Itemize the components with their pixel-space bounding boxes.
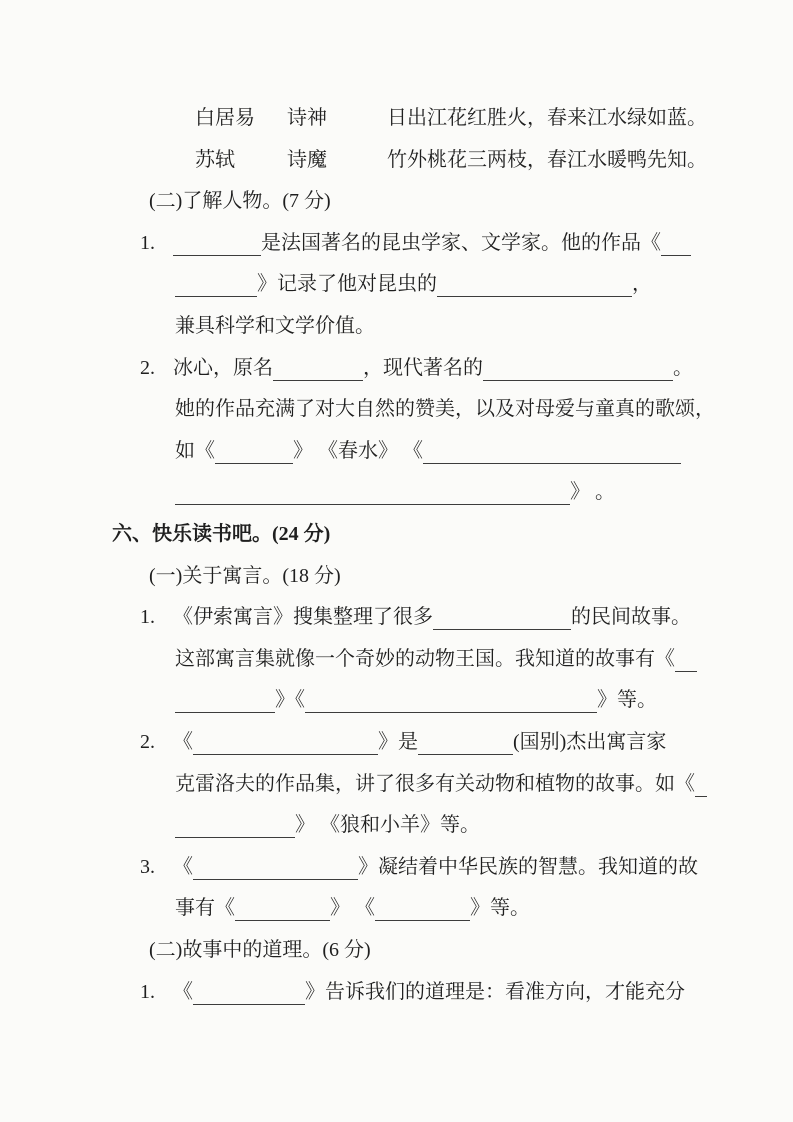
blank-field — [193, 974, 305, 1005]
poet-name: 白居易 — [195, 107, 255, 129]
question-continuation — [0, 430, 793, 472]
text-segment: 克雷洛夫的作品集，讲了很多有关动物和植物的故事。如《 — [175, 773, 695, 795]
text-segment: 》是 — [378, 731, 418, 753]
subsection-header — [0, 180, 793, 222]
text-segment: (国别)杰出寓言家 — [513, 731, 667, 753]
text-segment: 。 — [673, 357, 693, 379]
blank-field — [193, 724, 378, 755]
question-continuation — [0, 804, 793, 846]
text-segment: 的民间故事。 — [571, 606, 691, 628]
question-continuation — [0, 679, 793, 721]
item-number: 2. — [140, 357, 155, 379]
item-number: 1. — [140, 981, 155, 1003]
text-segment: 》等。 — [470, 897, 530, 919]
blank-field — [175, 682, 275, 713]
question-continuation — [0, 388, 793, 430]
blank-field — [483, 350, 673, 381]
text-segment: 冰心，原名 — [173, 357, 273, 379]
section-title: 六、快乐读书吧。(24 分) — [112, 523, 331, 545]
text-segment: 》 《春水》 《 — [293, 440, 423, 462]
blank-field — [235, 890, 330, 921]
text-segment: 如《 — [175, 440, 215, 462]
question-continuation — [0, 763, 793, 805]
subsection-header — [0, 929, 793, 971]
text-segment: 》记录了他对昆虫的 — [257, 273, 437, 295]
blank-field — [273, 350, 363, 381]
item-number: 1. — [140, 606, 155, 628]
text-segment: 事有《 — [175, 897, 235, 919]
text-segment: 《 — [173, 856, 193, 878]
poet-epithet: 诗神 — [287, 107, 327, 129]
poet-epithet: 诗魔 — [287, 149, 327, 171]
blank-field — [661, 225, 691, 256]
blank-field — [375, 890, 470, 921]
question-item — [0, 596, 793, 638]
blank-field — [437, 266, 632, 297]
text-segment: 》凝结着中华民族的智慧。我知道的故 — [358, 856, 698, 878]
text-segment: 这部寓言集就像一个奇妙的动物王国。我知道的故事有《 — [175, 648, 675, 670]
text-segment: 》等。 — [597, 689, 657, 711]
text-segment: 是法国著名的昆虫学家、文学家。他的作品《 — [261, 232, 661, 254]
blank-field — [305, 682, 597, 713]
text-segment: 》《 — [275, 689, 305, 711]
subsection-title: (二)了解人物。(7 分) — [149, 190, 331, 212]
match-row — [0, 97, 793, 139]
subsection-title: (一)关于寓言。(18 分) — [149, 565, 341, 587]
item-number: 2. — [140, 731, 155, 753]
blank-field — [193, 849, 358, 880]
subsection-header — [0, 555, 793, 597]
question-item — [0, 971, 793, 1013]
question-continuation — [0, 887, 793, 929]
text-segment: ，现代著名的 — [363, 357, 483, 379]
section-header — [0, 513, 793, 555]
text-segment: 》告诉我们的道理是：看准方向，才能充分 — [305, 981, 685, 1003]
poem-verse: 竹外桃花三两枝，春江水暖鸭先知。 — [387, 149, 707, 171]
text-segment: 《 — [173, 731, 193, 753]
text-segment: ， — [632, 273, 652, 295]
blank-field — [423, 433, 681, 464]
item-number: 1. — [140, 232, 155, 254]
question-item — [0, 222, 793, 264]
question-item — [0, 721, 793, 763]
text-segment: 》 《狼和小羊》等。 — [295, 814, 480, 836]
blank-field — [675, 641, 697, 672]
blank-field — [175, 474, 570, 505]
text-segment: 兼具科学和文学价值。 — [175, 315, 375, 337]
blank-field — [173, 225, 261, 256]
blank-field — [175, 266, 257, 297]
question-item — [0, 846, 793, 888]
subsection-title: (二)故事中的道理。(6 分) — [149, 939, 371, 961]
question-continuation — [0, 638, 793, 680]
text-segment: 《 — [173, 981, 193, 1003]
question-continuation — [0, 305, 793, 347]
blank-field — [695, 766, 707, 797]
question-continuation — [0, 471, 793, 513]
text-segment: 》 《 — [330, 897, 375, 919]
text-segment: 》 。 — [570, 481, 615, 503]
blank-field — [175, 807, 295, 838]
poet-name: 苏轼 — [195, 149, 235, 171]
question-continuation — [0, 263, 793, 305]
item-number: 3. — [140, 856, 155, 878]
text-segment: 她的作品充满了对大自然的赞美，以及对母爱与童真的歌颂， — [175, 398, 715, 420]
question-item — [0, 347, 793, 389]
blank-field — [433, 599, 571, 630]
blank-field — [418, 724, 513, 755]
text-segment: 《伊索寓言》搜集整理了很多 — [173, 606, 433, 628]
blank-field — [215, 433, 293, 464]
match-row — [0, 139, 793, 181]
poem-verse: 日出江花红胜火，春来江水绿如蓝。 — [387, 107, 707, 129]
